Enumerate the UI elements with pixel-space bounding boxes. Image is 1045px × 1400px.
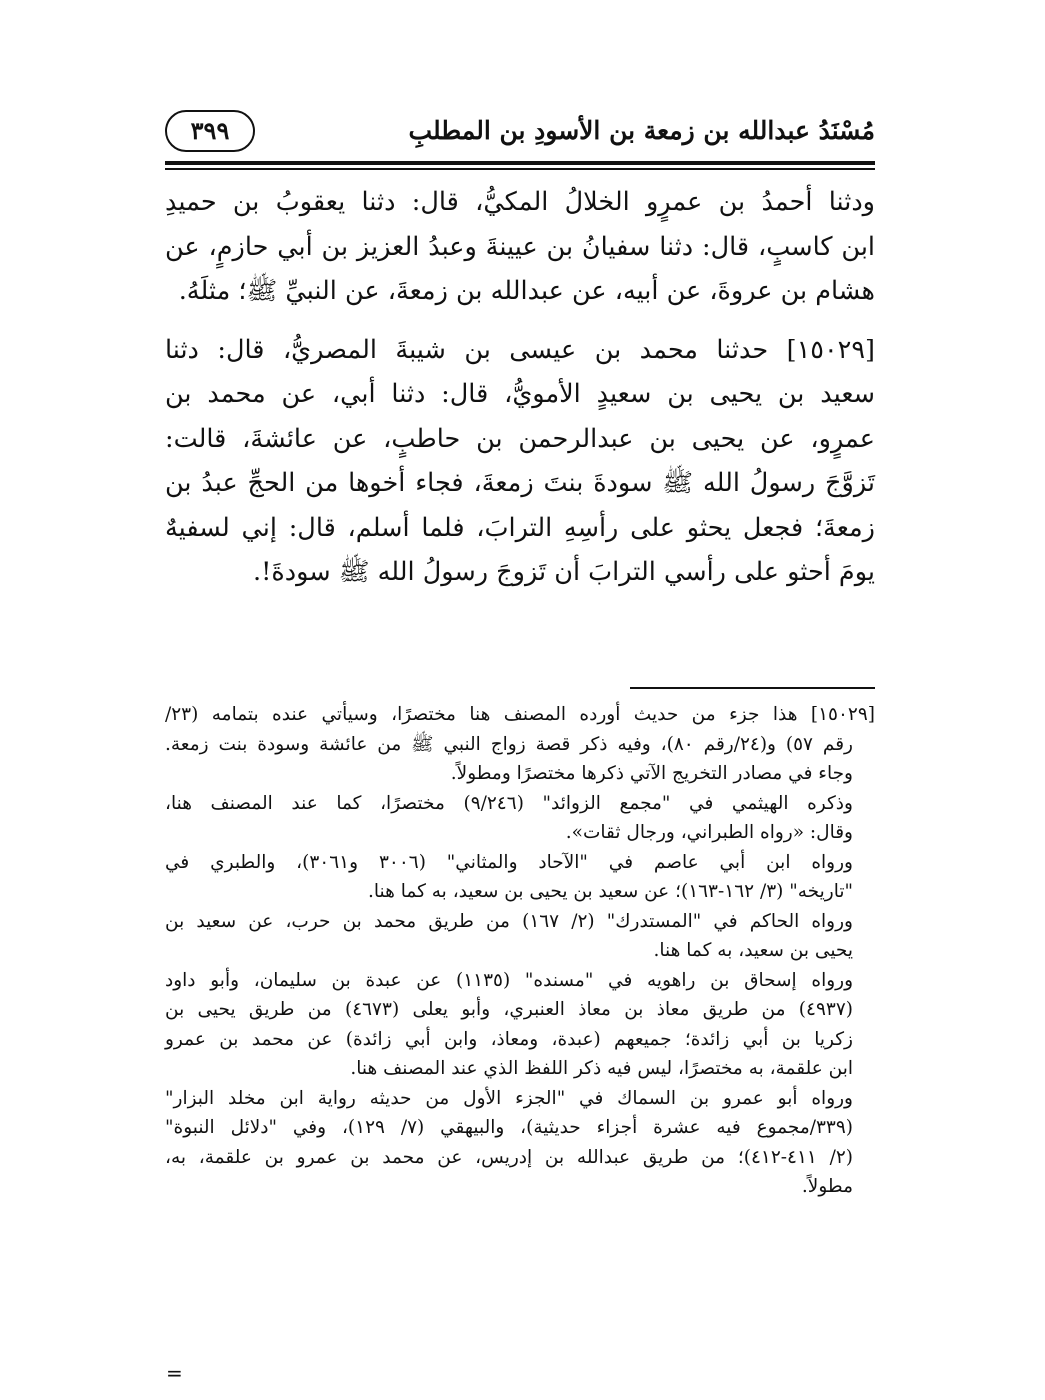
main-line: زمعةَ؛ فجعل يحثو على رأسِهِ الترابَ، فلما أسلم، قال: إني لسفيهٌ <box>165 512 875 543</box>
running-title: مُسْنَدُ عبدالله بن زمعة بن الأسودِ بن المطلبِ <box>408 116 875 145</box>
footnote-line: وقال: «رواه الطبراني، ورجال ثقات». <box>565 822 853 843</box>
footnote-line: ورواه الحاكم في "المستدرك" (٢/ ١٦٧) من طريق محمد بن حرب، عن سعيد بن <box>165 910 853 932</box>
footnote-line: يحيى بن سعيد، به كما هنا. <box>653 940 853 961</box>
main-line: [١٥٠٢٩] حدثنا محمد بن عيسى بن شيبةَ المصريُّ، قال: دثنا <box>165 334 875 365</box>
main-line: ابن كاسبٍ، قال: دثنا سفيانُ بن عيينةَ وعبدُ العزيز بن أبي حازمٍ، عن <box>165 231 875 262</box>
footnote-line: ورواه أبو عمرو بن السماك في "الجزء الأول من حديثه رواية ابن مخلد البزار" <box>165 1087 853 1109</box>
footnote-separator <box>630 687 875 689</box>
footnote-line: رقم ٥٧) و(٢٤/رقم ٨٠)، وفيه ذكر قصة زواج النبي ﷺ من عائشة وسودة بنت زمعة. <box>165 733 853 755</box>
footnote-line: ابن علقمة، به مختصرًا، ليس فيه ذكر اللفظ الذي عند المصنف هنا. <box>350 1058 853 1079</box>
footnote-line: (٤٩٣٧) من طريق معاذ بن معاذ العنبري، وأبو يعلى (٤٦٧٣) من طريق يحيى بن <box>165 999 853 1020</box>
paragraph-gap <box>165 314 875 328</box>
main-line: هشام بن عروةَ، عن أبيه، عن عبدالله بن زمعةَ، عن النبيِّ ﷺ؛ مثلَهُ. <box>178 276 875 306</box>
footnote-line: "تاريخه" (٣/ ١٦٢-١٦٣)؛ عن سعيد بن يحيى بن سعيد، به كما هنا. <box>368 881 853 902</box>
footnote-line: زكريا بن أبي زائدة؛ جميعهم (عبدة، ومعاذ، وابن أبي زائدة) عن محمد بن عمرو <box>165 1028 853 1050</box>
main-text <box>165 180 875 595</box>
footnote-line: (٣٣٩/مجموع فيه عشرة أجزاء حديثية)، والبيهقي (٧/ ١٢٩)، وفي "دلائل النبوة" <box>165 1117 853 1138</box>
continuation-mark: = <box>166 1361 183 1385</box>
main-line: ودثنا أحمدُ بن عمرٍو الخلالُ المكيُّ، قال: دثنا يعقوبُ بن حميدِ <box>165 187 875 217</box>
footnote-line: ورواه إسحاق بن راهويه في "مسنده" (١١٣٥) عن عبدة بن سليمان، وأبو داود <box>165 969 854 991</box>
footnotes <box>165 700 875 1202</box>
footnote-line: [١٥٠٢٩] هذا جزء من حديث أورده المصنف هنا مختصرًا، وسيأتي عنده بتمامه (٢٣/ <box>165 704 875 725</box>
footnote-line: وذكره الهيثمي في "مجمع الزوائد" (٩/٢٤٦) مختصرًا، كما عند المصنف هنا، <box>165 792 853 814</box>
main-line: تَزوَّجَ رسولُ الله ﷺ سودةَ بنتَ زمعةَ، فجاء أخوها من الحجِّ عبدُ بن <box>165 468 875 498</box>
page-number-badge: ٣٩٩ <box>165 110 255 152</box>
footnote-line: ورواه ابن أبي عاصم في "الآحاد والمثاني" (٣٠٠٦ و٣٠٦١)، والطبري في <box>165 851 853 873</box>
main-line: سعيد بن يحيى بن سعيدٍ الأمويُّ، قال: دثنا أبي، عن محمد بن <box>165 379 875 409</box>
running-header <box>165 110 875 160</box>
main-line: يومَ أحثو على رأسي الترابَ أن تَزوجَ رسولُ الله ﷺ سودةَ!. <box>253 557 875 587</box>
footnote-line: (٢/ ٤١١-٤١٢)؛ من طريق عبدالله بن إدريس، عن محمد بن عمرو بن علقمة، به، <box>165 1146 853 1168</box>
main-line: عمرٍو، عن يحيى بن عبدالرحمن بن حاطبٍ، عن عائشةَ، قالت: <box>165 423 875 454</box>
header-rule-thick <box>165 161 875 165</box>
footnote-line: مطولاً. <box>801 1176 853 1197</box>
footnote-line: وجاء في مصادر التخريج الآتي ذكرها مختصرًا ومطولاً. <box>450 763 853 784</box>
header-rule-thin <box>165 168 875 170</box>
